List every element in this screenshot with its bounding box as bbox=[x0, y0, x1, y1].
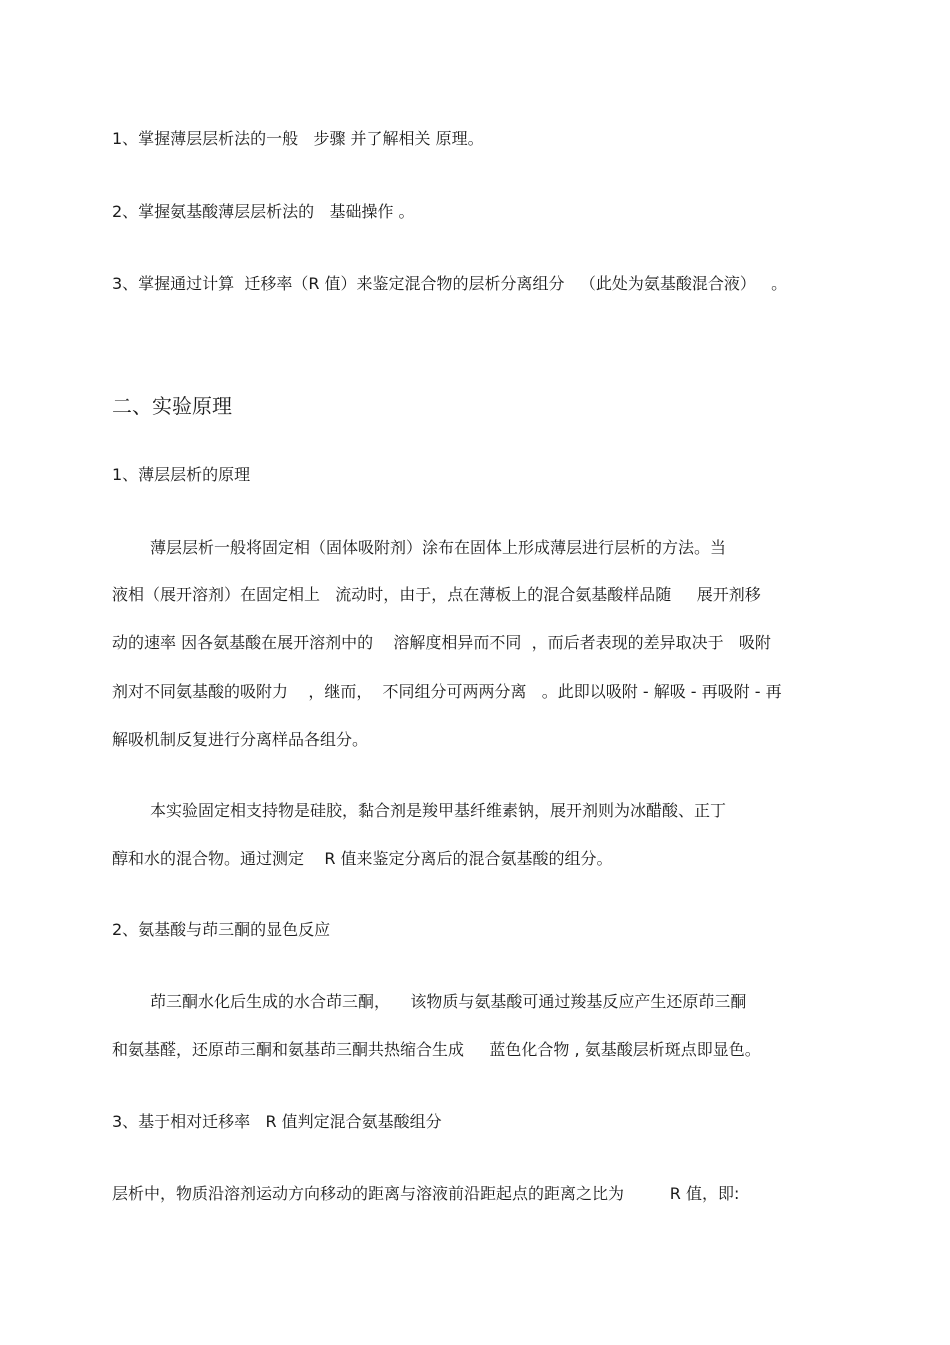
section-title: 二、实验原理 bbox=[112, 394, 232, 418]
objective-1: 1、掌握薄层层析法的一般 步骤 并了解相关 原理。 bbox=[112, 129, 484, 148]
paragraph-line: 醇和水的混合物。通过测定 R 值来鉴定分离后的混合氨基酸的组分。 bbox=[112, 849, 613, 868]
paragraph-line: 解吸机制反复进行分离样品各组分。 bbox=[112, 730, 369, 749]
objective-3: 3、掌握通过计算 迁移率（R 值）来鉴定混合物的层析分离组分 （此处为氨基酸混合液） 。 bbox=[112, 274, 788, 293]
subsection-title-2: 2、氨基酸与茚三酮的显色反应 bbox=[112, 920, 331, 939]
paragraph-line: 层析中，物质沿溶剂运动方向移动的距离与溶液前沿距起点的距离之比为 R 值，即: bbox=[112, 1184, 740, 1203]
paragraph-line: 茚三酮水化后生成的水合茚三酮， 该物质与氨基酸可通过羧基反应产生还原茚三酮 bbox=[150, 992, 747, 1011]
objective-2: 2、掌握氨基酸薄层层析法的 基础操作 。 bbox=[112, 202, 415, 221]
paragraph-line: 液相（展开溶剂）在固定相上 流动时，由于，点在薄板上的混合氨基酸样品随 展开剂移 bbox=[112, 585, 761, 604]
subsection-title-1: 1、薄层层析的原理 bbox=[112, 465, 251, 484]
subsection-title-3: 3、基于相对迁移率 R 值判定混合氨基酸组分 bbox=[112, 1112, 442, 1131]
paragraph-line: 本实验固定相支持物是硅胶，黏合剂是羧甲基纤维素钠，展开剂则为冰醋酸、正丁 bbox=[150, 801, 727, 820]
paragraph-line: 动的速率 因各氨基酸在展开溶剂中的 溶解度相异而不同 ，而后者表现的差异取决于 吸附 bbox=[112, 633, 771, 652]
paragraph-line: 和氨基醛，还原茚三酮和氨基茚三酮共热缩合生成 蓝色化合物 , 氨基酸层析斑点即显色。 bbox=[112, 1040, 761, 1059]
paragraph-line: 薄层层析一般将固定相（固体吸附剂）涂布在固体上形成薄层进行层析的方法。当 bbox=[150, 538, 727, 557]
paragraph-line: 剂对不同氨基酸的吸附力 ，继而， 不同组分可两两分离 。此即以吸附 - 解吸 - 再吸附 - 再 bbox=[112, 682, 782, 701]
